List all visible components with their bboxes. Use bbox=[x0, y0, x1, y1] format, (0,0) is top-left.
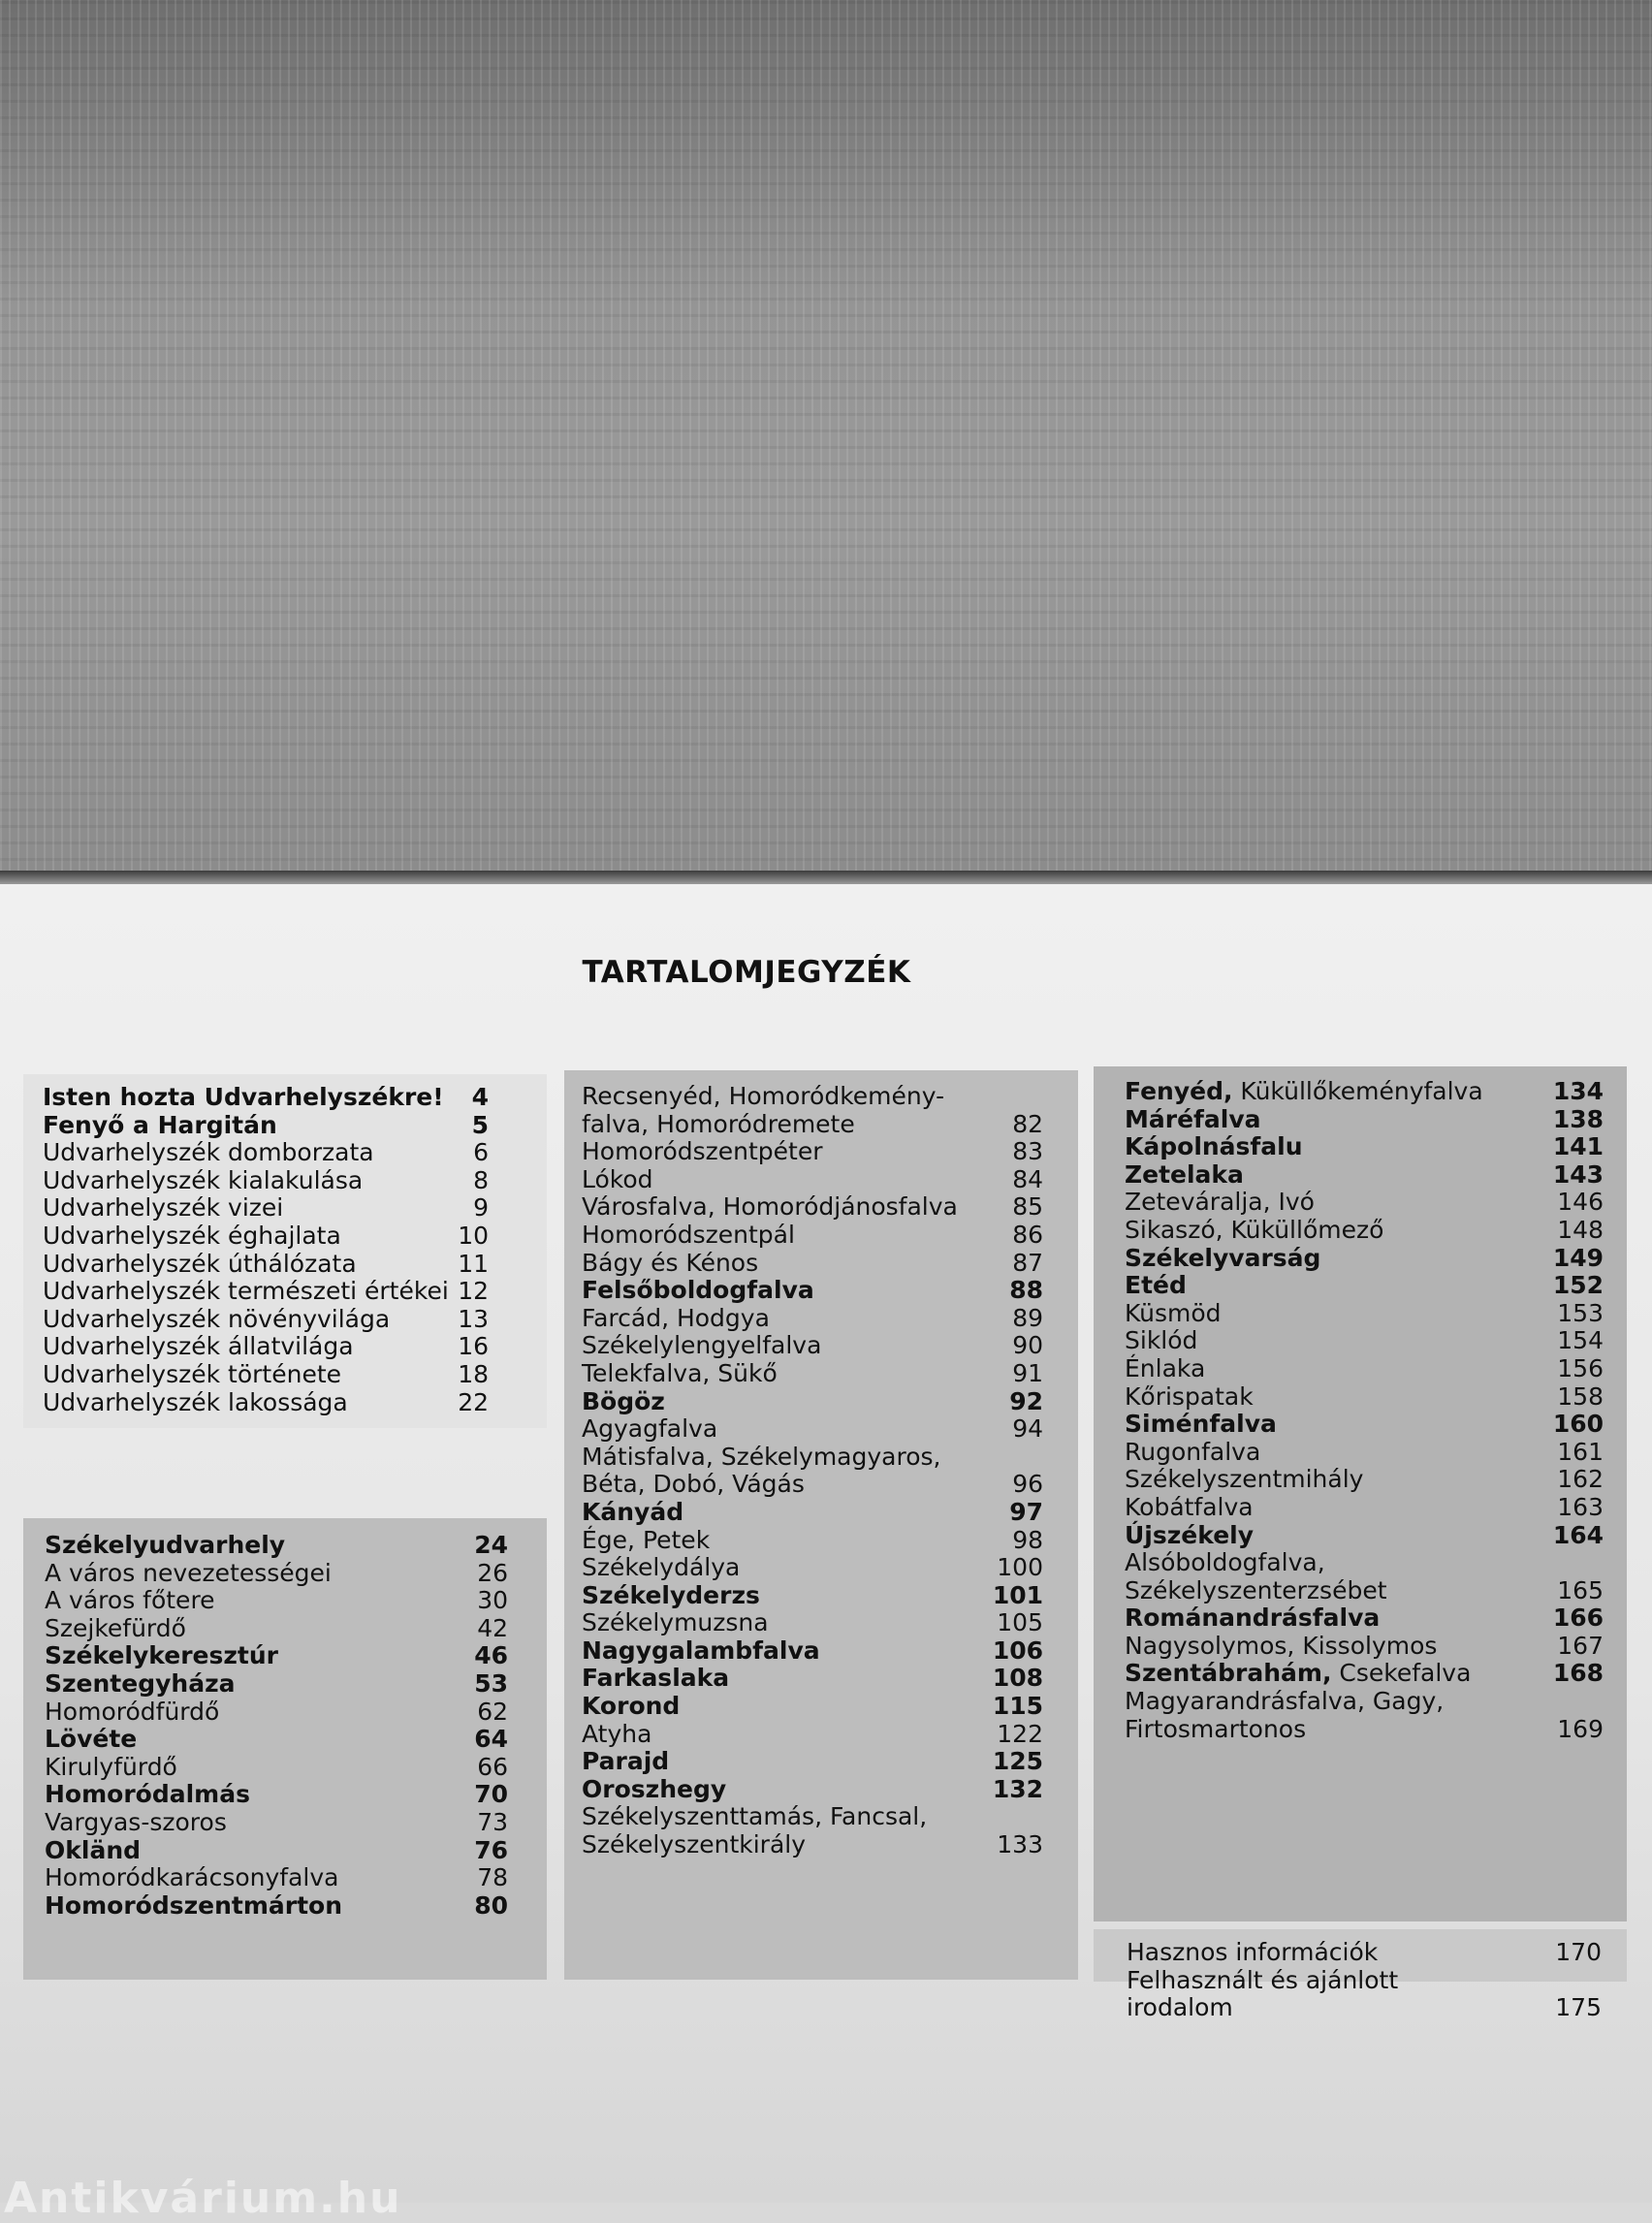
toc-entry-page-number: 148 bbox=[1557, 1215, 1604, 1244]
toc-entry-title-rest: Küküllőkeményfalva bbox=[1232, 1077, 1483, 1105]
toc-entry-page-number: 62 bbox=[477, 1697, 508, 1726]
toc-entry-page-number: 26 bbox=[477, 1558, 508, 1587]
toc-entry-title: Farcád, Hodgya bbox=[582, 1303, 770, 1332]
toc-entry-page-number: 78 bbox=[477, 1863, 508, 1892]
toc-entry bbox=[1125, 1300, 1604, 1328]
toc-entry bbox=[45, 1754, 508, 1782]
toc-entry-page-number: 164 bbox=[1552, 1520, 1604, 1549]
toc-entry-title: Felhasznált és ajánlott bbox=[1127, 1965, 1399, 1994]
toc-entry-title: Homoródszentmárton bbox=[45, 1890, 343, 1920]
toc-entry-title: Udvarhelyszék vizei bbox=[43, 1193, 284, 1223]
toc-entry-page-number: 169 bbox=[1557, 1714, 1604, 1743]
toc-entry-page-number: 94 bbox=[1012, 1414, 1043, 1444]
toc-entry bbox=[1125, 1577, 1604, 1605]
toc-entry bbox=[582, 1499, 1043, 1527]
toc-entry-title: Udvarhelyszék növényvilága bbox=[43, 1304, 391, 1333]
toc-entry-page-number: 154 bbox=[1557, 1326, 1604, 1355]
toc-entry-page-number: 163 bbox=[1557, 1492, 1604, 1521]
toc-entry bbox=[582, 1665, 1043, 1693]
toc-entry-page-number: 141 bbox=[1552, 1132, 1604, 1161]
toc-entry-title: Hasznos információk bbox=[1127, 1938, 1379, 1966]
toc-entry-title: Zeteváralja, Ivó bbox=[1125, 1188, 1315, 1217]
cover-edge-shadow bbox=[0, 871, 1652, 884]
toc-entry-title: Recsenyéd, Homoródkemény- bbox=[582, 1082, 945, 1110]
toc-entry bbox=[1125, 1522, 1604, 1550]
toc-entry-title: Agyagfalva bbox=[582, 1414, 718, 1444]
toc-entry-title: Oroszhegy bbox=[582, 1774, 727, 1803]
toc-entry bbox=[1127, 1994, 1602, 2022]
toc-entry-page-number: 100 bbox=[997, 1553, 1043, 1582]
toc-entry bbox=[582, 1277, 1043, 1305]
toc-entry bbox=[43, 1278, 489, 1306]
toc-entry-page-number: 166 bbox=[1552, 1604, 1604, 1633]
toc-entry bbox=[1125, 1688, 1604, 1716]
toc-entry bbox=[582, 1332, 1043, 1360]
toc-entry-title: Telekfalva, Sükő bbox=[582, 1358, 778, 1387]
toc-entry bbox=[43, 1251, 489, 1279]
toc-entry-page-number: 108 bbox=[992, 1664, 1043, 1693]
toc-entry bbox=[43, 1333, 489, 1361]
toc-entry-title: Nagygalambfalva bbox=[582, 1635, 820, 1665]
toc-entry bbox=[1125, 1078, 1604, 1106]
toc-entry-title: Isten hozta Udvarhelyszékre! bbox=[43, 1083, 444, 1111]
toc-entry-page-number: 82 bbox=[1012, 1109, 1043, 1138]
toc-entry-title: Homoródszentpál bbox=[582, 1220, 795, 1249]
toc-entry-title: Bögöz bbox=[582, 1386, 665, 1415]
toc-entry bbox=[582, 1471, 1043, 1499]
toc-entry bbox=[582, 1138, 1043, 1166]
toc-entry-title: Udvarhelyszék úthálózata bbox=[43, 1249, 357, 1278]
book-cover-background bbox=[0, 0, 1652, 877]
toc-entry-title: falva, Homoródremete bbox=[582, 1109, 855, 1138]
toc-entry bbox=[582, 1360, 1043, 1388]
toc-entry-page-number: 106 bbox=[992, 1635, 1043, 1665]
toc-entry-page-number: 162 bbox=[1557, 1465, 1604, 1494]
toc-entry bbox=[45, 1642, 508, 1670]
toc-column-settlements bbox=[1125, 1078, 1604, 1743]
toc-entry-title bbox=[1125, 1660, 1471, 1688]
toc-entry-page-number: 161 bbox=[1557, 1437, 1604, 1466]
toc-entry bbox=[582, 1166, 1043, 1194]
toc-entry-title: Székelyszenttamás, Fancsal, bbox=[582, 1802, 928, 1831]
toc-entry-page-number: 168 bbox=[1552, 1659, 1604, 1688]
toc-entry bbox=[1125, 1411, 1604, 1439]
toc-entry-title: Nagysolymos, Kissolymos bbox=[1125, 1631, 1438, 1660]
toc-entry-page-number: 84 bbox=[1012, 1164, 1043, 1193]
toc-entry-page-number: 87 bbox=[1012, 1248, 1043, 1277]
toc-entry-title: Székelykeresztúr bbox=[45, 1641, 278, 1670]
toc-entry-title: Székelyszentmihály bbox=[1125, 1465, 1364, 1494]
toc-entry bbox=[582, 1554, 1043, 1582]
toc-entry-page-number: 70 bbox=[474, 1780, 508, 1809]
toc-entry-title: Kápolnásfalu bbox=[1125, 1132, 1303, 1161]
toc-entry-title: Székelyszentkirály bbox=[582, 1830, 807, 1859]
toc-entry bbox=[43, 1167, 489, 1195]
toc-entry-title-rest: Csekefalva bbox=[1331, 1659, 1472, 1688]
toc-entry-page-number: 12 bbox=[458, 1277, 489, 1306]
toc-entry bbox=[582, 1222, 1043, 1250]
toc-entry-title: Homoródalmás bbox=[45, 1780, 250, 1809]
toc-entry bbox=[1125, 1660, 1604, 1688]
toc-entry bbox=[43, 1306, 489, 1334]
toc-entry-title: Homoródfürdő bbox=[45, 1697, 220, 1726]
toc-entry-page-number: 9 bbox=[473, 1193, 489, 1223]
toc-entry bbox=[1125, 1133, 1604, 1161]
toc-entry bbox=[45, 1726, 508, 1754]
toc-entry-title-bold: Szentábrahám, bbox=[1125, 1659, 1332, 1688]
toc-entry bbox=[45, 1532, 508, 1560]
toc-entry-page-number: 143 bbox=[1552, 1159, 1604, 1189]
toc-entry bbox=[582, 1776, 1043, 1804]
toc-entry bbox=[43, 1361, 489, 1389]
toc-entry-page-number: 101 bbox=[992, 1580, 1043, 1609]
toc-entry bbox=[582, 1111, 1043, 1139]
toc-entry-page-number: 138 bbox=[1552, 1104, 1604, 1133]
toc-entry bbox=[45, 1809, 508, 1837]
toc-entry bbox=[582, 1748, 1043, 1776]
toc-entry-title: Székelylengyelfalva bbox=[582, 1331, 822, 1360]
toc-entry-title: Székelyvarság bbox=[1125, 1243, 1321, 1272]
toc-entry-title: Ége, Petek bbox=[582, 1525, 711, 1554]
toc-entry bbox=[582, 1193, 1043, 1222]
toc-entry bbox=[45, 1699, 508, 1727]
toc-entry-page-number: 64 bbox=[474, 1725, 508, 1754]
toc-entry-page-number: 18 bbox=[458, 1359, 489, 1388]
toc-entry-page-number: 146 bbox=[1557, 1188, 1604, 1217]
toc-entry-page-number: 92 bbox=[1009, 1386, 1043, 1415]
toc-entry bbox=[582, 1831, 1043, 1859]
toc-entry-title-bold: Fenyéd, bbox=[1125, 1077, 1233, 1105]
toc-entry-page-number: 165 bbox=[1557, 1575, 1604, 1604]
toc-entry-title: Firtosmartonos bbox=[1125, 1714, 1307, 1743]
toc-entry-page-number: 85 bbox=[1012, 1192, 1043, 1222]
toc-entry-page-number: 46 bbox=[474, 1641, 508, 1670]
toc-entry-title: Sikaszó, Küküllőmező bbox=[1125, 1215, 1384, 1244]
toc-entry-title: Énlaka bbox=[1125, 1353, 1206, 1382]
toc-entry-page-number: 76 bbox=[474, 1835, 508, 1864]
toc-entry bbox=[43, 1112, 489, 1140]
toc-column-villages bbox=[582, 1083, 1043, 1859]
toc-entry bbox=[582, 1693, 1043, 1721]
toc-entry-title: Vargyas-szoros bbox=[45, 1807, 227, 1836]
toc-entry bbox=[1125, 1466, 1604, 1494]
toc-entry-page-number: 96 bbox=[1012, 1470, 1043, 1499]
toc-entry bbox=[1125, 1355, 1604, 1383]
toc-entry-title: Kányád bbox=[582, 1497, 684, 1526]
toc-entry-title: Siménfalva bbox=[1125, 1410, 1277, 1439]
toc-entry-title: Udvarhelyszék története bbox=[43, 1359, 342, 1388]
toc-entry-title: Udvarhelyszék természeti értékei bbox=[43, 1277, 449, 1306]
toc-entry-page-number: 149 bbox=[1552, 1243, 1604, 1272]
toc-entry bbox=[1125, 1549, 1604, 1577]
toc-entry-title: Szejkefürdő bbox=[45, 1613, 186, 1642]
toc-entry-title: A város főtere bbox=[45, 1586, 215, 1615]
toc-column-introduction bbox=[43, 1084, 489, 1416]
toc-entry-page-number: 105 bbox=[997, 1608, 1043, 1637]
toc-entry-title: Mátisfalva, Székelymagyaros, bbox=[582, 1442, 941, 1471]
toc-entry bbox=[43, 1389, 489, 1417]
toc-entry-title: Udvarhelyszék éghajlata bbox=[43, 1221, 341, 1250]
toc-entry-page-number: 125 bbox=[992, 1747, 1043, 1776]
toc-entry-title: Udvarhelyszék állatvilága bbox=[43, 1332, 354, 1361]
toc-entry-page-number: 133 bbox=[997, 1830, 1043, 1859]
toc-entry bbox=[582, 1444, 1043, 1472]
toc-entry-page-number: 158 bbox=[1557, 1381, 1604, 1411]
toc-entry bbox=[582, 1527, 1043, 1555]
toc-entry-page-number: 97 bbox=[1009, 1497, 1043, 1526]
toc-entry-title: Újszékely bbox=[1125, 1520, 1255, 1549]
toc-entry bbox=[582, 1609, 1043, 1637]
toc-entry-page-number: 156 bbox=[1557, 1353, 1604, 1382]
toc-entry-title: Székelydálya bbox=[582, 1553, 741, 1582]
toc-entry bbox=[1125, 1189, 1604, 1217]
toc-entry-title: Atyha bbox=[582, 1719, 652, 1748]
toc-entry-title: Máréfalva bbox=[1125, 1104, 1261, 1133]
toc-entry-page-number: 152 bbox=[1552, 1271, 1604, 1300]
toc-entry-page-number: 80 bbox=[474, 1890, 508, 1920]
toc-entry-page-number: 98 bbox=[1012, 1525, 1043, 1554]
toc-entry-page-number: 66 bbox=[477, 1752, 508, 1781]
toc-entry-title: Udvarhelyszék kialakulása bbox=[43, 1165, 364, 1194]
toc-entry bbox=[45, 1670, 508, 1699]
toc-entry-page-number: 5 bbox=[471, 1110, 489, 1139]
toc-entry-page-number: 73 bbox=[477, 1807, 508, 1836]
toc-entry-title: A város nevezetességei bbox=[45, 1558, 332, 1587]
toc-entry-page-number: 83 bbox=[1012, 1137, 1043, 1166]
toc-entry bbox=[43, 1139, 489, 1167]
toc-entry bbox=[582, 1083, 1043, 1111]
toc-entry-title: Homoródszentpéter bbox=[582, 1137, 823, 1166]
toc-entry bbox=[582, 1388, 1043, 1416]
toc-entry-title: Románandrásfalva bbox=[1125, 1604, 1381, 1633]
toc-entry-title: Udvarhelyszék lakossága bbox=[43, 1387, 348, 1416]
toc-entry bbox=[45, 1864, 508, 1892]
toc-entry-title: Székelymuzsna bbox=[582, 1608, 769, 1637]
toc-entry-page-number: 170 bbox=[1555, 1938, 1602, 1966]
toc-column-appendix bbox=[1127, 1939, 1602, 2022]
toc-entry bbox=[43, 1223, 489, 1251]
toc-entry-title: Lókod bbox=[582, 1164, 653, 1193]
toc-entry bbox=[45, 1781, 508, 1809]
toc-entry-title: Kobátfalva bbox=[1125, 1492, 1254, 1521]
toc-entry-title: Kőrispatak bbox=[1125, 1381, 1254, 1411]
watermark: Antikvárium.hu bbox=[4, 2174, 402, 2223]
toc-entry-page-number: 90 bbox=[1012, 1331, 1043, 1360]
toc-entry bbox=[582, 1250, 1043, 1278]
toc-entry bbox=[1125, 1272, 1604, 1300]
toc-entry-title: Küsmöd bbox=[1125, 1298, 1222, 1327]
toc-entry bbox=[582, 1803, 1043, 1831]
toc-entry bbox=[1125, 1217, 1604, 1245]
toc-entry-page-number: 122 bbox=[997, 1719, 1043, 1748]
toc-entry-page-number: 153 bbox=[1557, 1298, 1604, 1327]
toc-entry bbox=[1125, 1245, 1604, 1273]
toc-entry-title: Farkaslaka bbox=[582, 1664, 730, 1693]
toc-entry bbox=[582, 1305, 1043, 1333]
toc-entry-page-number: 89 bbox=[1012, 1303, 1043, 1332]
toc-entry-title: Székelyszenterzsébet bbox=[1125, 1575, 1387, 1604]
toc-entry-page-number: 175 bbox=[1555, 1993, 1602, 2022]
toc-entry-title: Rugonfalva bbox=[1125, 1437, 1261, 1466]
contents-page bbox=[0, 884, 1652, 2223]
toc-entry bbox=[43, 1194, 489, 1223]
toc-entry-title: Béta, Dobó, Vágás bbox=[582, 1470, 805, 1499]
toc-entry-title: Okländ bbox=[45, 1835, 142, 1864]
toc-entry bbox=[582, 1721, 1043, 1749]
toc-entry bbox=[43, 1084, 489, 1112]
toc-entry bbox=[582, 1415, 1043, 1444]
toc-entry bbox=[1127, 1939, 1602, 1967]
toc-entry-title: Korond bbox=[582, 1692, 681, 1721]
toc-entry bbox=[582, 1637, 1043, 1666]
toc-entry-page-number: 13 bbox=[458, 1304, 489, 1333]
toc-entry-title: Magyarandrásfalva, Gagy, bbox=[1125, 1687, 1445, 1716]
toc-entry-title: Udvarhelyszék domborzata bbox=[43, 1138, 374, 1167]
toc-entry-title: Zetelaka bbox=[1125, 1159, 1244, 1189]
toc-entry-page-number: 6 bbox=[473, 1138, 489, 1167]
toc-entry bbox=[1125, 1633, 1604, 1661]
toc-entry bbox=[1125, 1327, 1604, 1355]
toc-entry-title: Parajd bbox=[582, 1747, 670, 1776]
toc-entry bbox=[1125, 1161, 1604, 1190]
toc-entry bbox=[45, 1837, 508, 1865]
toc-entry-page-number: 86 bbox=[1012, 1220, 1043, 1249]
toc-entry-title: Székelyderzs bbox=[582, 1580, 760, 1609]
toc-entry-title bbox=[1125, 1078, 1483, 1106]
toc-entry-page-number: 167 bbox=[1557, 1631, 1604, 1660]
toc-entry bbox=[1125, 1106, 1604, 1134]
toc-entry bbox=[45, 1892, 508, 1921]
toc-entry-title: Siklód bbox=[1125, 1326, 1198, 1355]
toc-entry-title: Szentegyháza bbox=[45, 1668, 236, 1698]
toc-entry-title: Felsőboldogfalva bbox=[582, 1276, 814, 1305]
toc-entry-page-number: 132 bbox=[992, 1774, 1043, 1803]
toc-entry-page-number: 4 bbox=[471, 1083, 489, 1111]
toc-entry-title: Székelyudvarhely bbox=[45, 1531, 286, 1559]
toc-entry-page-number: 42 bbox=[477, 1613, 508, 1642]
toc-entry bbox=[45, 1615, 508, 1643]
toc-column-towns bbox=[45, 1532, 508, 1920]
toc-entry bbox=[1125, 1494, 1604, 1522]
toc-entry-title: Bágy és Kénos bbox=[582, 1248, 759, 1277]
toc-entry-page-number: 11 bbox=[458, 1249, 489, 1278]
toc-entry bbox=[1127, 1967, 1602, 1995]
toc-entry-page-number: 10 bbox=[458, 1221, 489, 1250]
toc-entry bbox=[1125, 1383, 1604, 1412]
toc-entry-title: irodalom bbox=[1127, 1993, 1233, 2022]
page-title: TARTALOMJEGYZÉK bbox=[582, 955, 911, 990]
toc-entry bbox=[45, 1560, 508, 1588]
toc-entry-page-number: 16 bbox=[458, 1332, 489, 1361]
toc-entry bbox=[1125, 1604, 1604, 1633]
toc-entry-page-number: 24 bbox=[474, 1531, 508, 1559]
toc-entry-title: Homoródkarácsonyfalva bbox=[45, 1863, 339, 1892]
toc-entry-page-number: 91 bbox=[1012, 1358, 1043, 1387]
toc-entry-title: Alsóboldogfalva, bbox=[1125, 1548, 1325, 1577]
toc-entry-title: Kirulyfürdő bbox=[45, 1752, 177, 1781]
toc-entry-page-number: 160 bbox=[1552, 1410, 1604, 1439]
toc-entry-page-number: 115 bbox=[992, 1692, 1043, 1721]
toc-entry-page-number: 30 bbox=[477, 1586, 508, 1615]
toc-entry-title: Fenyő a Hargitán bbox=[43, 1110, 277, 1139]
toc-entry-page-number: 53 bbox=[474, 1668, 508, 1698]
toc-entry bbox=[582, 1582, 1043, 1610]
toc-entry-page-number: 8 bbox=[473, 1165, 489, 1194]
toc-entry-title: Városfalva, Homoródjánosfalva bbox=[582, 1192, 958, 1222]
toc-entry-page-number: 134 bbox=[1552, 1077, 1604, 1105]
toc-entry-page-number: 88 bbox=[1009, 1276, 1043, 1305]
toc-entry-page-number: 22 bbox=[458, 1387, 489, 1416]
toc-entry bbox=[1125, 1439, 1604, 1467]
toc-entry-title: Lövéte bbox=[45, 1725, 138, 1754]
toc-entry bbox=[1125, 1716, 1604, 1744]
toc-entry bbox=[45, 1587, 508, 1615]
toc-entry-title: Etéd bbox=[1125, 1271, 1187, 1300]
